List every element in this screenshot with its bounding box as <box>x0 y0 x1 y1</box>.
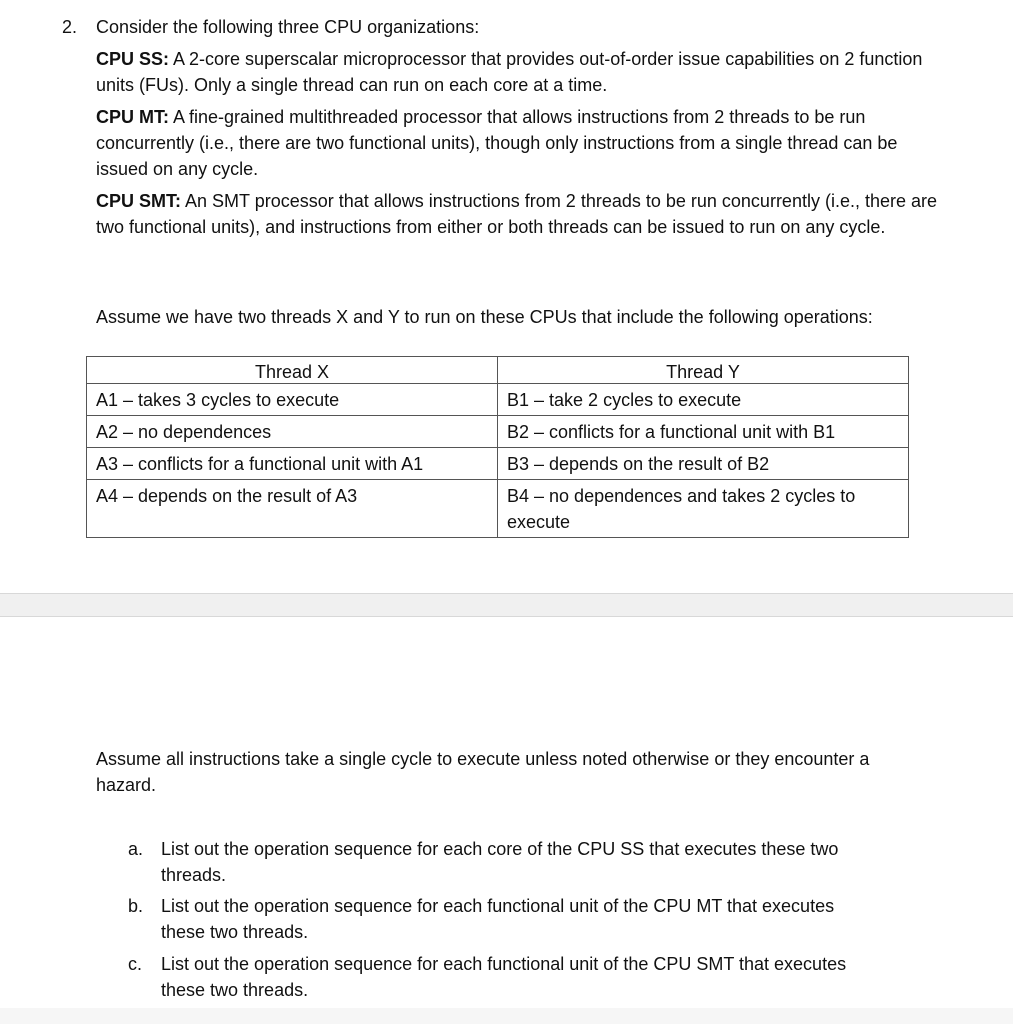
part-b-letter: b. <box>128 896 144 916</box>
part-a-letter: a. <box>128 839 144 859</box>
table-row <box>87 448 909 480</box>
table-cell: A1 – takes 3 cycles to execute <box>87 384 498 416</box>
table-cell: A3 – conflicts for a functional unit with A1 <box>87 448 498 480</box>
table-row <box>87 480 909 538</box>
table-row <box>87 416 909 448</box>
cpu-smt-label: CPU SMT: <box>96 191 181 211</box>
threads-table <box>86 356 909 538</box>
table-cell: B1 – take 2 cycles to execute <box>498 384 909 416</box>
page-separator <box>0 593 1013 617</box>
assume-operations-text: Assume we have two threads X and Y to run on these CPUs that include the following operations: <box>96 307 873 327</box>
header-thread-x: Thread X <box>87 357 498 384</box>
table-cell: A4 – depends on the result of A3 <box>87 480 498 538</box>
part-a-text: List out the operation sequence for each core of the CPU SS that executes these two threads. <box>161 839 839 885</box>
question-number: 2. <box>62 17 78 37</box>
cpu-ss-description <box>96 46 946 98</box>
assume-cycles-text: Assume all instructions take a single cycle to execute unless noted otherwise or they encounter a hazard. <box>96 749 870 795</box>
part-c-letter: c. <box>128 954 143 974</box>
cpu-mt-description <box>96 104 946 182</box>
table-cell: B3 – depends on the result of B2 <box>498 448 909 480</box>
table-cell: A2 – no dependences <box>87 416 498 448</box>
cpu-mt-label: CPU MT: <box>96 107 169 127</box>
cpu-ss-label: CPU SS: <box>96 49 170 69</box>
cpu-ss-text: A 2-core superscalar microprocessor that provides out-of-order issue capabilities on 2 function units (FUs). Only a single thread can run on each core at a time. <box>96 49 923 95</box>
bottom-edge <box>0 1008 1013 1024</box>
cpu-smt-description <box>96 188 946 240</box>
header-thread-y: Thread Y <box>498 357 909 384</box>
part-c-text: List out the operation sequence for each functional unit of the CPU SMT that executes these two threads. <box>161 954 847 1000</box>
cpu-smt-text: An SMT processor that allows instructions from 2 threads to be run concurrently (i.e., there are two functional units), and instructions from either or both threads can be issued to run on any cycle. <box>96 191 938 237</box>
table-header-row <box>87 357 909 384</box>
table-cell: B2 – conflicts for a functional unit with B1 <box>498 416 909 448</box>
part-b-text: List out the operation sequence for each functional unit of the CPU MT that executes these two threads. <box>161 896 835 942</box>
question-intro: Consider the following three CPU organizations: <box>96 17 480 37</box>
cpu-mt-text: A fine-grained multithreaded processor that allows instructions from 2 threads to be run concurrently (i.e., there are two functional units), though only instructions from a single thread can be issued on any cycle. <box>96 107 898 179</box>
table-cell: B4 – no dependences and takes 2 cycles to execute <box>498 480 909 538</box>
table-row <box>87 384 909 416</box>
